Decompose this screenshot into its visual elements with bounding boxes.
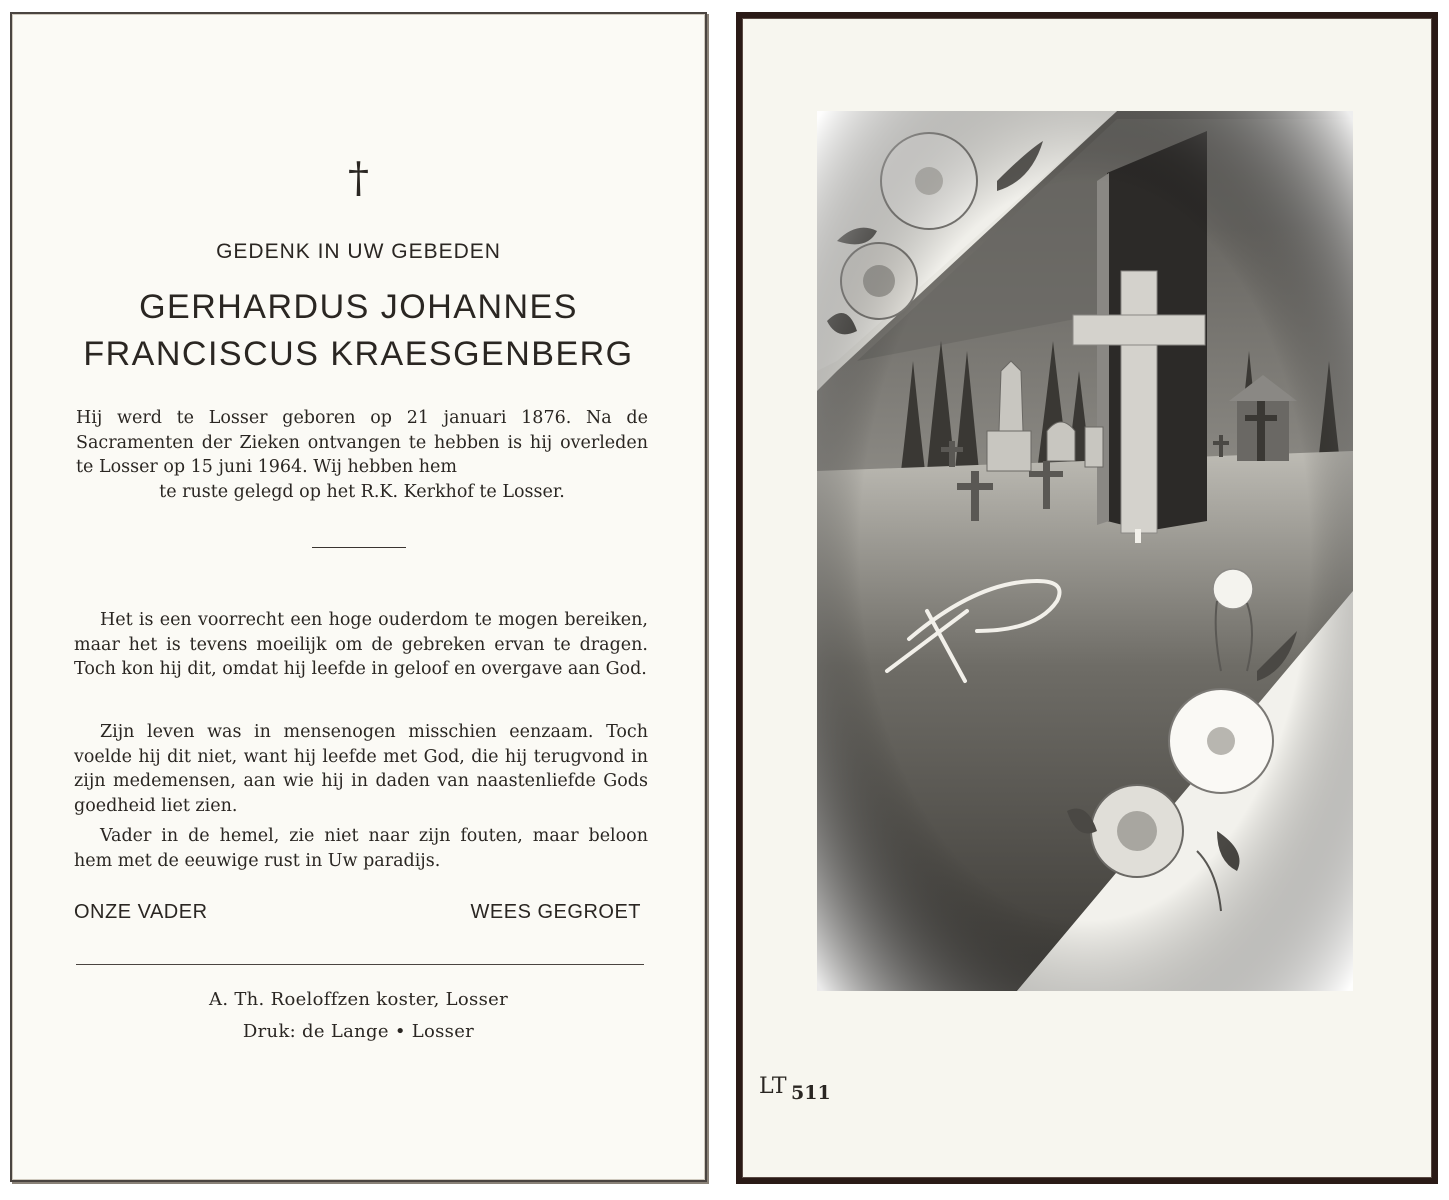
sexton-credit: A. Th. Roeloffzen koster, Losser — [209, 989, 508, 1010]
long-divider — [76, 964, 644, 965]
maker-logo — [757, 1067, 787, 1103]
prayer-onze-vader: ONZE VADER — [74, 901, 208, 923]
prayer-wees-gegroet: WEES GEGROET — [470, 901, 641, 923]
memorial-card-text-side — [10, 12, 707, 1182]
memorial-card-image-side — [736, 12, 1438, 1184]
deceased-name-line2: FRANCISCUS KRAESGENBERG — [83, 335, 634, 373]
paragraph-prayer: Vader in de hemel, zie niet naar zijn fouten, maar beloon hem met de eeuwige rust in Uw paradijs. — [74, 826, 648, 871]
biography-text: Hij werd te Losser geboren op 21 januari 1876. Na de Sacramenten der Zieken ontvangen te hebben is hij overleden te Losser op 15 juni 1964. Wij hebben hem — [76, 408, 648, 477]
remember-heading: GEDENK IN UW GEBEDEN — [216, 240, 501, 263]
card-number: 511 — [791, 1082, 831, 1104]
biography — [76, 406, 648, 504]
biography-last-line: te ruste gelegd op het R.K. Kerkhof te Losser. — [159, 481, 565, 502]
paragraph-old-age: Het is een voorrecht een hoge ouderdom te mogen bereiken, maar het is tevens moeilijk om de gebreken ervan te dragen. Toch kon hij dit, omdat hij leefde in geloof en overgave aan God. — [74, 610, 648, 679]
cross-symbol: † — [348, 153, 369, 202]
paragraph-life: Zijn leven was in mensenogen misschien eenzaam. Toch voelde hij dit niet, want hij leefde met God, die hij terugvond in zijn medemensen, aan wie hij in daden van naastenliefde Gods goedheid liet zien. — [74, 722, 648, 816]
printer-credit: Druk: de Lange • Losser — [242, 1021, 475, 1042]
short-divider — [312, 547, 406, 548]
cemetery-illustration — [817, 111, 1353, 991]
maker-logo-letters: LT — [759, 1074, 787, 1099]
card-inner-panel — [742, 18, 1432, 1178]
cemetery-illustration-svg — [817, 111, 1353, 991]
deceased-name-line1: GERHARDUS JOHANNES — [139, 288, 578, 326]
